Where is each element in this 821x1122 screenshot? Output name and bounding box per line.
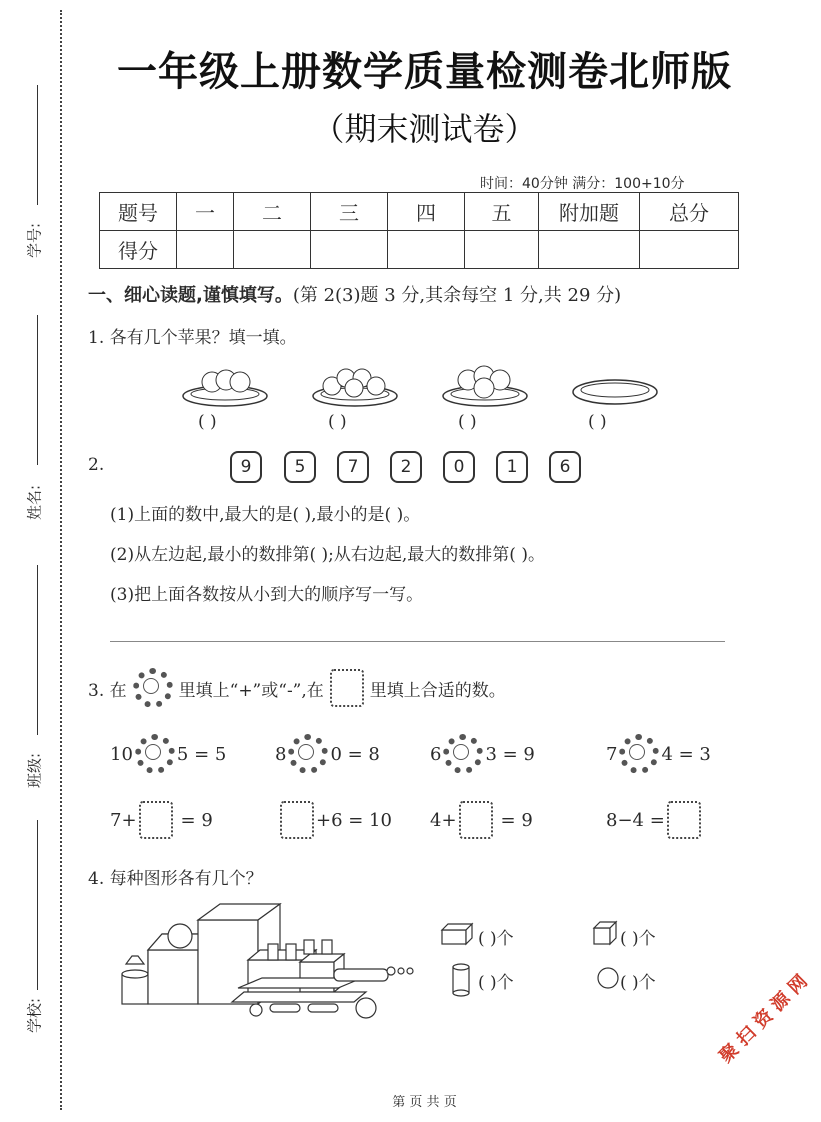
- score-input-cell[interactable]: [640, 231, 739, 269]
- binding-dotted-line: [60, 10, 62, 1110]
- question-2-part-1: (1)上面的数中,最大的是( ),最小的是( )。: [110, 505, 421, 525]
- score-input-cell[interactable]: [539, 231, 640, 269]
- digit-card: 9: [230, 451, 262, 483]
- cube-count-blank[interactable]: ( )个: [620, 929, 656, 949]
- score-input-cell[interactable]: [465, 231, 539, 269]
- number-blank-square[interactable]: [139, 801, 173, 839]
- question-2-part-2: (2)从左边起,最小的数排第( );从右边起,最大的数排第( )。: [110, 545, 545, 565]
- equation-right: 5 = 5: [176, 743, 227, 765]
- question-3-text-a: 3. 在: [88, 680, 127, 701]
- table-cell: 附加题: [539, 193, 640, 231]
- score-input-cell[interactable]: [234, 231, 311, 269]
- equation: [606, 801, 701, 839]
- table-cell: 总分: [640, 193, 739, 231]
- equation: [430, 801, 533, 839]
- digit-card: 6: [549, 451, 581, 483]
- sphere-count-blank[interactable]: ( )个: [620, 973, 656, 993]
- number-blank-square[interactable]: [667, 801, 701, 839]
- equation-left: 6: [430, 743, 442, 765]
- cylinder-count-blank[interactable]: ( )个: [478, 973, 514, 993]
- score-input-cell[interactable]: [311, 231, 388, 269]
- apple-plates-illustration: [180, 358, 660, 410]
- table-cell: 二: [234, 193, 311, 231]
- banji-label: 班级:: [25, 752, 44, 789]
- number-blank-square[interactable]: [459, 801, 493, 839]
- question-3-text-b: 里填上“+”或“-”,在: [178, 680, 324, 701]
- digit-card: 0: [443, 451, 475, 483]
- score-table-header-row: [100, 193, 739, 231]
- xingming-label: 姓名:: [25, 484, 44, 521]
- equation: [280, 801, 392, 839]
- answer-blank[interactable]: ( ): [198, 412, 217, 432]
- score-table: [99, 192, 739, 269]
- equation: [110, 801, 213, 839]
- score-input-cell[interactable]: [177, 231, 234, 269]
- cube-icon: [592, 920, 620, 948]
- table-cell: 得分: [100, 231, 177, 269]
- xuexiao-label: 学校:: [25, 997, 44, 1034]
- time-score-info: 时间：40分钟 满分：100+10分: [480, 176, 685, 192]
- answer-blank[interactable]: ( ): [588, 412, 607, 432]
- cuboid-count-blank[interactable]: ( )个: [478, 929, 514, 949]
- equation-left: 8: [275, 743, 287, 765]
- answer-blank[interactable]: ( ): [458, 412, 477, 432]
- square-blank-icon: [330, 669, 364, 707]
- cuboid-icon: [440, 922, 474, 948]
- sphere-icon: [596, 966, 622, 992]
- digit-card: 2: [390, 451, 422, 483]
- table-cell: 四: [388, 193, 465, 231]
- digit-card: 5: [284, 451, 316, 483]
- number-blank-square[interactable]: [280, 801, 314, 839]
- answer-line[interactable]: [110, 641, 725, 642]
- question-3: [88, 668, 506, 708]
- equation-left: 10: [110, 743, 133, 765]
- digit-card: 1: [496, 451, 528, 483]
- score-input-cell[interactable]: [388, 231, 465, 269]
- table-cell: 一: [177, 193, 234, 231]
- equation-left: 7: [606, 743, 618, 765]
- plate-with-5-apples: [313, 369, 397, 406]
- equation: [606, 734, 711, 774]
- table-cell: 三: [311, 193, 388, 231]
- operator-blank-flower[interactable]: [288, 734, 328, 774]
- watermark-logo: 聚 扫 资 源 网: [715, 970, 812, 1068]
- equation: [430, 734, 535, 774]
- question-2-part-3: (3)把上面各数按从小到大的顺序写一写。: [110, 585, 424, 605]
- page-footer: 第 页 共 页: [392, 1095, 457, 1110]
- question-3-text-c: 里填上合适的数。: [369, 680, 506, 701]
- equation: [275, 734, 380, 774]
- operator-blank-flower[interactable]: [443, 734, 483, 774]
- equation-left: 4+: [430, 809, 457, 831]
- equation-right: 0 = 8: [330, 743, 380, 765]
- xuexiao-line: [37, 820, 38, 990]
- question-4: 4. 每种图形各有几个？: [88, 869, 263, 889]
- equation-right: = 9: [180, 809, 213, 831]
- plate-with-3-apples: [183, 370, 267, 406]
- operator-blank-flower[interactable]: [619, 734, 659, 774]
- question-2-number: 2.: [88, 455, 105, 475]
- digit-card: 7: [337, 451, 369, 483]
- section-note: (第 2(3)题 3 分,其余每空 1 分,共 29 分): [292, 285, 622, 306]
- shapes-figure: [118, 900, 428, 1025]
- plate-with-4-apples: [443, 366, 527, 406]
- banji-line: [37, 565, 38, 735]
- page-subtitle: （期末测试卷）: [312, 110, 537, 148]
- equation-left: 8−4 =: [606, 809, 665, 831]
- operator-blank-flower[interactable]: [135, 734, 175, 774]
- page-title: 一年级上册数学质量检测卷北师版: [117, 49, 732, 95]
- answer-blank[interactable]: ( ): [328, 412, 347, 432]
- xingming-line: [37, 315, 38, 465]
- equation-right: 3 = 9: [485, 743, 535, 765]
- score-table-score-row: [100, 231, 739, 269]
- equation-left: 7+: [110, 809, 137, 831]
- equation-right: 4 = 3: [661, 743, 711, 765]
- table-cell: 题号: [100, 193, 177, 231]
- empty-plate: [573, 380, 657, 404]
- equation-right: +6 = 10: [316, 809, 392, 831]
- equation: [110, 734, 226, 774]
- equation-right: = 9: [500, 809, 533, 831]
- cylinder-icon: [450, 962, 474, 996]
- section-title: 一、细心读题,谨慎填写。: [88, 285, 293, 306]
- flower-operator-icon: [133, 668, 173, 708]
- xuehao-label: 学号:: [25, 222, 44, 259]
- section-heading: [88, 281, 621, 307]
- table-cell: 五: [465, 193, 539, 231]
- question-1: 1. 各有几个苹果？填一填。: [88, 328, 297, 348]
